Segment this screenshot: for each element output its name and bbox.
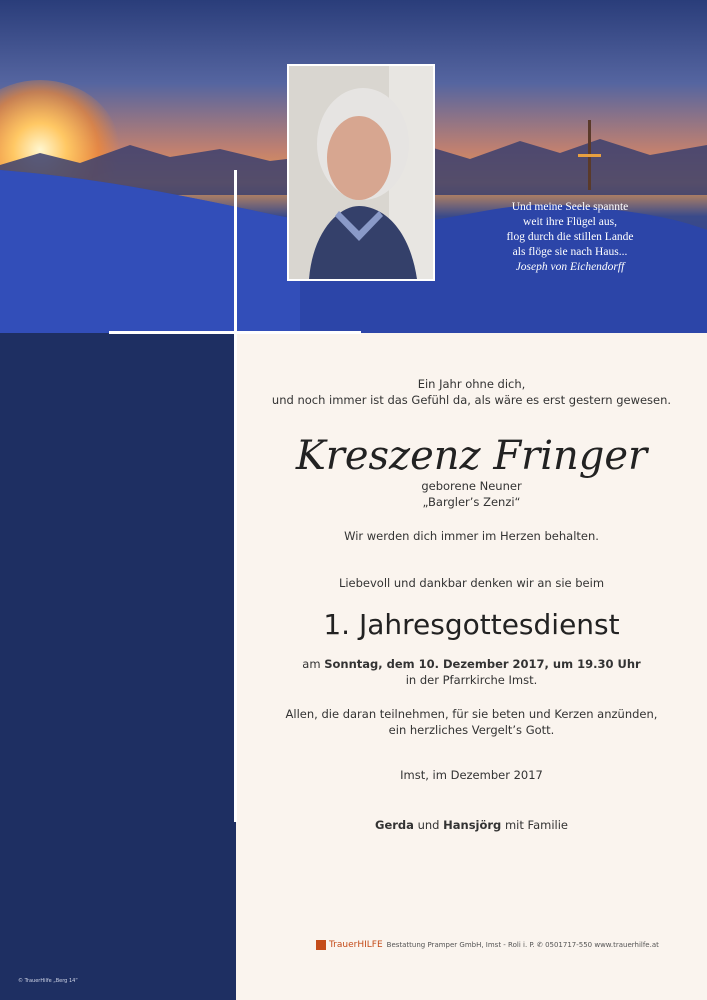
poem-line: flog durch die stillen Lande bbox=[506, 231, 634, 243]
intro-text bbox=[236, 376, 707, 408]
service-place: in der Pfarrkirche Imst. bbox=[405, 673, 538, 687]
thanks-line-2: ein herzliches Vergelt’s Gott. bbox=[388, 723, 555, 737]
service-date-prefix: am bbox=[302, 657, 325, 671]
family-name-1: Gerda bbox=[375, 818, 414, 832]
family-suffix: mit Familie bbox=[501, 818, 568, 832]
deceased-details bbox=[236, 478, 707, 510]
portrait-photo bbox=[287, 64, 435, 281]
portrait-image bbox=[289, 66, 433, 279]
family-name-2: Hansjörg bbox=[443, 818, 502, 832]
place-date: Imst, im Dezember 2017 bbox=[400, 768, 543, 782]
nickname: „Bargler’s Zenzi“ bbox=[422, 495, 521, 509]
remember-text: Liebevoll und dankbar denken wir an sie beim bbox=[338, 576, 605, 590]
intro-line-2: und noch immer ist das Gefühl da, als wäre es erst gestern gewesen. bbox=[271, 393, 672, 407]
service-title: 1. Jahresgottesdienst bbox=[323, 608, 620, 641]
trauerhilfe-logo-icon bbox=[316, 940, 326, 950]
summit-cross-icon bbox=[576, 120, 604, 190]
intro-line-1: Ein Jahr ohne dich, bbox=[417, 377, 526, 391]
trauerhilfe-logo-text: TrauerHILFE bbox=[329, 940, 383, 950]
service-date-line bbox=[236, 656, 707, 672]
poem-author: Joseph von Eichendorff bbox=[515, 261, 625, 273]
thanks-line-1: Allen, die daran teilnehmen, für sie beten und Kerzen anzünden, bbox=[285, 707, 658, 721]
service-date: Sonntag, dem 10. Dezember 2017, um 19.30 Uhr bbox=[324, 657, 641, 671]
poem-line: weit ihre Flügel aus, bbox=[523, 216, 617, 228]
footer-text: Bestattung Pramper GmbH, Imst - Roli i. P. ✆ 0501717-550 www.trauerhilfe.at bbox=[386, 941, 659, 949]
family-and: und bbox=[413, 818, 444, 832]
service-details bbox=[236, 656, 707, 688]
left-blue-panel bbox=[0, 333, 236, 1000]
heart-text: Wir werden dich immer im Herzen behalten. bbox=[344, 529, 599, 543]
family-signature bbox=[236, 817, 707, 833]
birth-name: geborene Neuner bbox=[421, 479, 522, 493]
cross-horizontal-bar bbox=[109, 331, 361, 334]
poem-line: Und meine Seele spannte bbox=[511, 201, 629, 213]
poem-line: als flöge sie nach Haus... bbox=[512, 246, 628, 258]
poem-quote bbox=[470, 200, 670, 275]
copyright-note: © TrauerHilfe „Berg 14“ bbox=[18, 978, 78, 984]
thanks-text bbox=[236, 706, 707, 738]
deceased-name: Kreszenz Fringer bbox=[295, 433, 648, 479]
footer-imprint bbox=[316, 940, 659, 950]
